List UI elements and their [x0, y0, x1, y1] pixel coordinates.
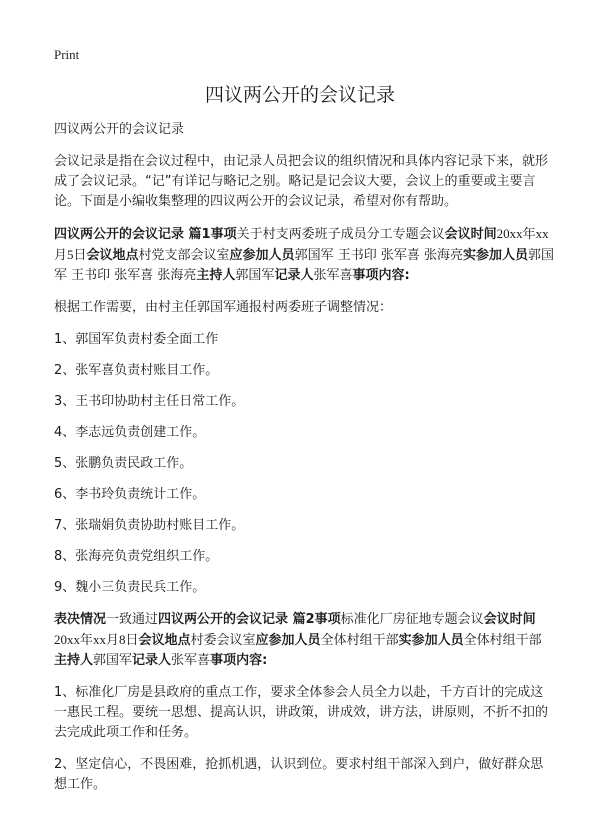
meeting2-section-label: 篇2事项: [288, 612, 341, 627]
meeting1-time: 20xx年xx月5日: [54, 226, 549, 262]
meeting2-actual: 全体村组干部: [463, 633, 542, 648]
meeting1-section-label: 篇1事项: [184, 227, 237, 242]
meeting1-content-label: 事项内容:: [352, 268, 410, 283]
meeting1-actual: 郭国军 王书印 张军喜 张海亮: [54, 248, 554, 283]
meeting2-host: 郭国军: [93, 653, 133, 668]
list-item: 7、张瑞娟负责协助村账目工作。: [54, 518, 245, 533]
intro-paragraph: 会议记录是指在会议过程中，由记录人员把会议的组织情况和具体内容记录下来，就形成了会议记录。“记”有详记与略记之别。略记是记会议大要，会议上的重要或主要言论。下面是小编收集整理的四议两公开的会议记录，希望对你有帮助。: [54, 154, 549, 209]
document-title: 四议两公开的会议记录: [204, 84, 395, 106]
meeting1-place-label: 会议地点: [86, 248, 139, 263]
meeting2-topic: 标准化厂房征地专题会议: [340, 612, 484, 627]
meeting1-host: 郭国军: [235, 268, 275, 283]
meeting1-recorder-label: 记录人: [274, 268, 314, 283]
meeting2-time-label: 会议时间: [483, 612, 536, 627]
meeting2-title: 四议两公开的会议记录: [158, 612, 289, 627]
meeting2-recorder: 张军喜: [171, 653, 211, 668]
list-item: 9、魏小三负责民兵工作。: [54, 580, 206, 595]
meeting1-should: 郭国军 王书印 张军喜 张海亮: [294, 248, 463, 263]
document-body: [54, 120, 554, 807]
meeting2-place: 村委会议室: [190, 633, 256, 648]
meeting1-time-label: 会议时间: [444, 227, 497, 242]
meeting2-host-label: 主持人: [54, 653, 94, 668]
meeting2-should: 全体村组干部: [320, 633, 399, 648]
meeting2-time: 20xx年xx月8日: [54, 632, 139, 647]
meeting2-place-label: 会议地点: [138, 633, 191, 648]
meeting2-header: [54, 610, 554, 671]
meeting2-item: 1、标准化厂房是县政府的重点工作，要求全体参会人员全力以赴，千方百计的完成这一惠民工程。要统一思想、提高认识，讲政策，讲成效，讲方法，讲原则，不折不扣的去完成此项工作和任务。: [54, 685, 549, 740]
meeting1-place: 村党支部会议室: [138, 248, 230, 263]
meeting1-recorder: 张军喜: [313, 268, 353, 283]
meeting1-actual-label: 实参加人员: [462, 248, 528, 263]
list-item: 4、李志远负责创建工作。: [54, 425, 206, 440]
meeting2-should-label: 应参加人员: [255, 633, 321, 648]
meeting1-should-label: 应参加人员: [229, 248, 295, 263]
meeting1-topic: 关于村支两委班子成员分工专题会议: [236, 227, 445, 242]
document-subtitle: 四议两公开的会议记录: [54, 122, 185, 137]
meeting2-result: 一致通过: [106, 612, 159, 627]
meeting2-actual-label: 实参加人员: [398, 633, 464, 648]
meeting1-title: 四议两公开的会议记录: [54, 227, 185, 242]
meeting1-header: [54, 224, 554, 286]
list-item: 8、张海亮负责党组织工作。: [54, 549, 219, 564]
list-item: 2、张军喜负责村账目工作。: [54, 363, 219, 378]
meeting2-recorder-label: 记录人: [132, 653, 172, 668]
list-item: 6、李书玲负责统计工作。: [54, 487, 206, 502]
meeting2-result-label: 表决情况: [54, 612, 107, 627]
meeting1-lead: 根据工作需要，由村主任郭国军通报村两委班子调整情况：: [54, 300, 393, 315]
meeting2-content-label: 事项内容:: [210, 653, 268, 668]
list-item: 1、郭国军负责村委全面工作: [54, 332, 219, 347]
meeting2-item: 2、坚定信心，不畏困难，抢抓机遇，认识到位。要求村组干部深入到户，做好群众思想工作。: [54, 757, 544, 792]
list-item: 3、王书印协助村主任日常工作。: [54, 394, 245, 409]
meeting1-host-label: 主持人: [196, 268, 236, 283]
list-item: 5、张鹏负责民政工作。: [54, 456, 193, 471]
print-link[interactable]: Print: [54, 47, 80, 62]
